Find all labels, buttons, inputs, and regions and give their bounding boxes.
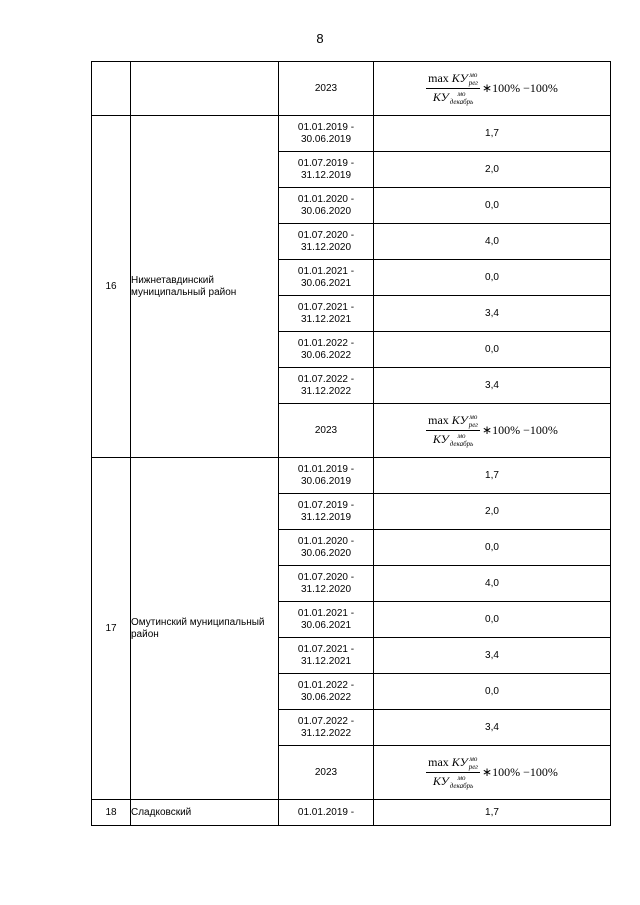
rates-table bbox=[91, 61, 611, 826]
formula: max КУ мо рег КУ мо декабрь ∗100% −100% bbox=[428, 70, 558, 107]
value-cell: 1,7 bbox=[374, 458, 611, 494]
value-cell: 0,0 bbox=[374, 332, 611, 368]
row-number bbox=[92, 62, 131, 116]
value-cell: 4,0 bbox=[374, 224, 611, 260]
period-cell: 01.01.2022 - 30.06.2022 bbox=[279, 674, 374, 710]
period-cell: 2023 bbox=[279, 404, 374, 458]
table-row bbox=[92, 800, 611, 826]
value-cell: 3,4 bbox=[374, 296, 611, 332]
period-cell: 01.01.2022 - 30.06.2022 bbox=[279, 332, 374, 368]
value-cell: 0,0 bbox=[374, 602, 611, 638]
period-cell: 01.07.2021 - 31.12.2021 bbox=[279, 638, 374, 674]
period-cell: 01.07.2022 - 31.12.2022 bbox=[279, 368, 374, 404]
value-cell: 1,7 bbox=[374, 800, 611, 826]
value-cell: 3,4 bbox=[374, 710, 611, 746]
district-name bbox=[131, 62, 279, 116]
value-cell: 2,0 bbox=[374, 494, 611, 530]
district-name: Нижнетавдинский муниципальный район bbox=[131, 116, 279, 458]
period-cell: 01.01.2021 - 30.06.2021 bbox=[279, 602, 374, 638]
period-cell: 01.01.2021 - 30.06.2021 bbox=[279, 260, 374, 296]
value-cell: 4,0 bbox=[374, 566, 611, 602]
period-cell: 01.01.2019 - bbox=[279, 800, 374, 826]
value-cell: 0,0 bbox=[374, 674, 611, 710]
formula-cell bbox=[374, 746, 611, 800]
period-cell: 01.01.2020 - 30.06.2020 bbox=[279, 530, 374, 566]
period-cell: 2023 bbox=[279, 62, 374, 116]
formula-cell bbox=[374, 62, 611, 116]
period-cell: 01.07.2019 - 31.12.2019 bbox=[279, 494, 374, 530]
value-cell: 3,4 bbox=[374, 368, 611, 404]
value-cell: 0,0 bbox=[374, 260, 611, 296]
formula: max КУ мо рег КУ мо декабрь ∗100% −100% bbox=[428, 412, 558, 449]
period-cell: 01.07.2020 - 31.12.2020 bbox=[279, 566, 374, 602]
district-name: Сладковский bbox=[131, 800, 279, 826]
table-row bbox=[92, 458, 611, 494]
formula-cell bbox=[374, 404, 611, 458]
period-cell: 01.07.2021 - 31.12.2021 bbox=[279, 296, 374, 332]
period-cell: 01.07.2019 - 31.12.2019 bbox=[279, 152, 374, 188]
formula: max КУ мо рег КУ мо декабрь ∗100% −100% bbox=[428, 754, 558, 791]
value-cell: 2,0 bbox=[374, 152, 611, 188]
table-row bbox=[92, 116, 611, 152]
period-cell: 2023 bbox=[279, 746, 374, 800]
period-cell: 01.01.2020 - 30.06.2020 bbox=[279, 188, 374, 224]
value-cell: 3,4 bbox=[374, 638, 611, 674]
row-number: 18 bbox=[92, 800, 131, 826]
period-cell: 01.07.2020 - 31.12.2020 bbox=[279, 224, 374, 260]
page-number: 8 bbox=[316, 31, 324, 46]
district-name: Омутинский муниципальный район bbox=[131, 458, 279, 800]
period-cell: 01.01.2019 - 30.06.2019 bbox=[279, 458, 374, 494]
row-number: 16 bbox=[92, 116, 131, 458]
value-cell: 0,0 bbox=[374, 530, 611, 566]
value-cell: 0,0 bbox=[374, 188, 611, 224]
table-row bbox=[92, 62, 611, 116]
row-number: 17 bbox=[92, 458, 131, 800]
value-cell: 1,7 bbox=[374, 116, 611, 152]
period-cell: 01.07.2022 - 31.12.2022 bbox=[279, 710, 374, 746]
period-cell: 01.01.2019 - 30.06.2019 bbox=[279, 116, 374, 152]
